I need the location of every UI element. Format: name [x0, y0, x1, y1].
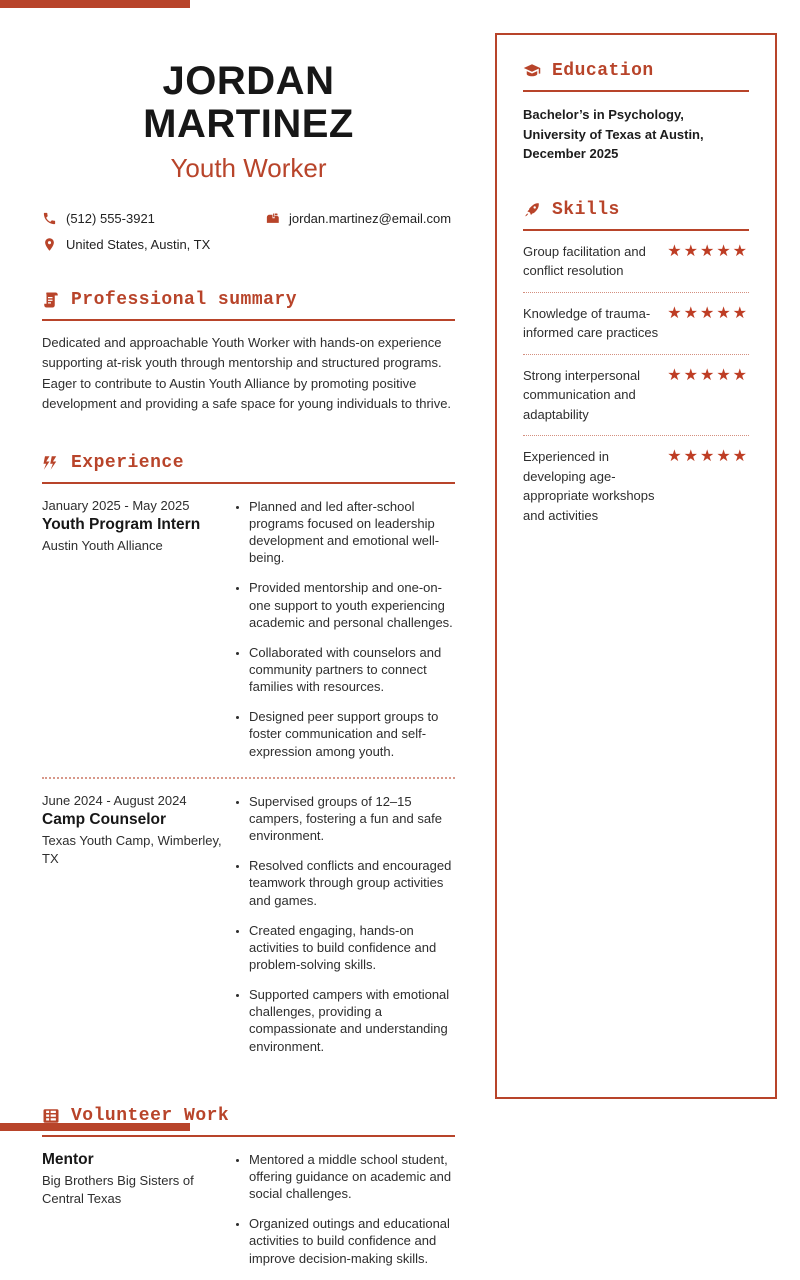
- skill-row: [523, 292, 749, 354]
- summary-heading-label: Professional summary: [71, 289, 298, 310]
- main-column: [42, 60, 455, 1280]
- phone-number: (512) 555-3921: [66, 210, 155, 226]
- volunteer-entry-1: [42, 1151, 455, 1280]
- email-item: [265, 211, 451, 226]
- skill-row: [523, 435, 749, 536]
- mailbox-icon: [265, 211, 280, 226]
- bullet-item: • Supported campers with emotional challenges, providing a compassionate and understanding environment.: [249, 986, 455, 1055]
- map-pin-icon: [42, 237, 57, 252]
- skill-row: [523, 354, 749, 436]
- job-2-dates: June 2024 - August 2024: [42, 792, 187, 808]
- volunteer-heading: [42, 1106, 455, 1137]
- top-accent-bar: [0, 0, 190, 8]
- candidate-title: Youth Worker: [170, 152, 327, 183]
- location-text: United States, Austin, TX: [66, 236, 211, 252]
- skill-row: [523, 231, 749, 292]
- rocket-icon: [523, 201, 541, 219]
- star-rating: ★★★★★: [667, 304, 749, 322]
- bullet-item: • Provided mentorship and one-on-one support to youth experiencing academic and personal challenges.: [249, 579, 455, 630]
- ledger-grid-icon: [42, 1107, 60, 1125]
- education-degree: Bachelor’s in Psychology, University of Texas at Austin, December 2025: [523, 107, 704, 161]
- bullet-item: • Organized outings and educational activities to build confidence and improve decision-making skills.: [249, 1215, 455, 1266]
- skills-list: [523, 231, 749, 537]
- skill-name: Group facilitation and conflict resolution: [523, 243, 646, 278]
- volunteer-1-meta: [42, 1151, 232, 1280]
- bullet-item: • Created engaging, hands-on activities to build confidence and problem-solving skills.: [249, 922, 455, 973]
- star-rating: ★★★★★: [667, 448, 749, 465]
- bullet-item: • Supervised groups of 12–15 campers, fostering a fun and safe environment.: [249, 793, 455, 844]
- job-1-dates: January 2025 - May 2025: [42, 497, 190, 513]
- bullet-item: • Designed peer support groups to foster communication and self-expression among youth.: [249, 708, 455, 759]
- volunteer-1-bullets: [234, 1151, 455, 1280]
- contact-block: [42, 211, 455, 252]
- skills-block: [523, 200, 749, 537]
- contact-row-2: [42, 237, 455, 252]
- volunteer-1-organization: Big Brothers Big Sisters of Central Texas: [42, 1172, 194, 1206]
- education-heading-label: Education: [552, 61, 654, 81]
- candidate-first-name: JORDAN: [162, 59, 335, 103]
- skill-name: Knowledge of trauma-informed care practices: [523, 305, 659, 340]
- summary-section: [42, 290, 455, 415]
- summary-text: Dedicated and approachable Youth Worker with hands-on experience supporting at-risk youth through mentorship and structured programs. Eager to contribute to Austin Youth Alliance by promoting positive development and providing a safe space for young individuals to thrive.: [42, 334, 452, 412]
- star-rating: ★★★★★: [667, 242, 749, 260]
- bullet-item: • Planned and led after-school programs focused on leadership development and emotional well-being.: [249, 498, 455, 567]
- experience-section: [42, 453, 455, 1068]
- email-address: jordan.martinez@email.com: [289, 210, 452, 226]
- job-divider: [42, 777, 455, 779]
- candidate-last-name: MARTINEZ: [143, 101, 354, 146]
- phone-icon: [42, 211, 57, 226]
- job-1-title: Youth Program Intern: [42, 515, 201, 533]
- bullet-item: • Resolved conflicts and encouraged teamwork through group activities and games.: [249, 857, 455, 908]
- location-item: [42, 237, 210, 252]
- skill-name: Experienced in developing age-appropriate workshops and activities: [523, 449, 655, 523]
- lightning-icon: [42, 454, 60, 472]
- skills-heading: [523, 200, 749, 231]
- bullet-item: • Collaborated with counselors and community partners to connect families with resources.: [249, 644, 455, 695]
- job-1-meta: [42, 498, 232, 773]
- job-entry-1: [42, 498, 455, 773]
- bullet-item: • Mentored a middle school student, offering guidance on academic and social challenges.: [249, 1151, 455, 1202]
- job-2-meta: [42, 793, 232, 1068]
- job-2-company: Texas Youth Camp, Wimberley, TX: [42, 832, 222, 866]
- summary-heading: [42, 290, 455, 321]
- contact-row-1: [42, 211, 455, 226]
- star-rating: ★★★★★: [667, 366, 749, 384]
- job-2-bullets: [234, 793, 455, 1068]
- education-block: [523, 61, 749, 164]
- skill-name: Strong interpersonal communication and adaptability: [523, 367, 641, 422]
- skills-heading-label: Skills: [552, 199, 620, 220]
- job-2-title: Camp Counselor: [42, 810, 167, 828]
- candidate-name: [42, 60, 455, 146]
- job-entry-2: [42, 793, 455, 1068]
- volunteer-heading-label: Volunteer Work: [71, 1105, 230, 1126]
- experience-heading: [42, 453, 455, 484]
- volunteer-1-title: Mentor: [42, 1150, 94, 1168]
- graduation-cap-icon: [523, 62, 541, 80]
- education-heading: [523, 61, 749, 92]
- volunteer-section: [42, 1106, 455, 1280]
- sidebar: [495, 33, 777, 1099]
- phone-item: [42, 211, 265, 226]
- scroll-icon: [42, 291, 60, 309]
- experience-heading-label: Experience: [71, 452, 185, 473]
- job-1-company: Austin Youth Alliance: [42, 537, 163, 553]
- job-1-bullets: [234, 498, 455, 773]
